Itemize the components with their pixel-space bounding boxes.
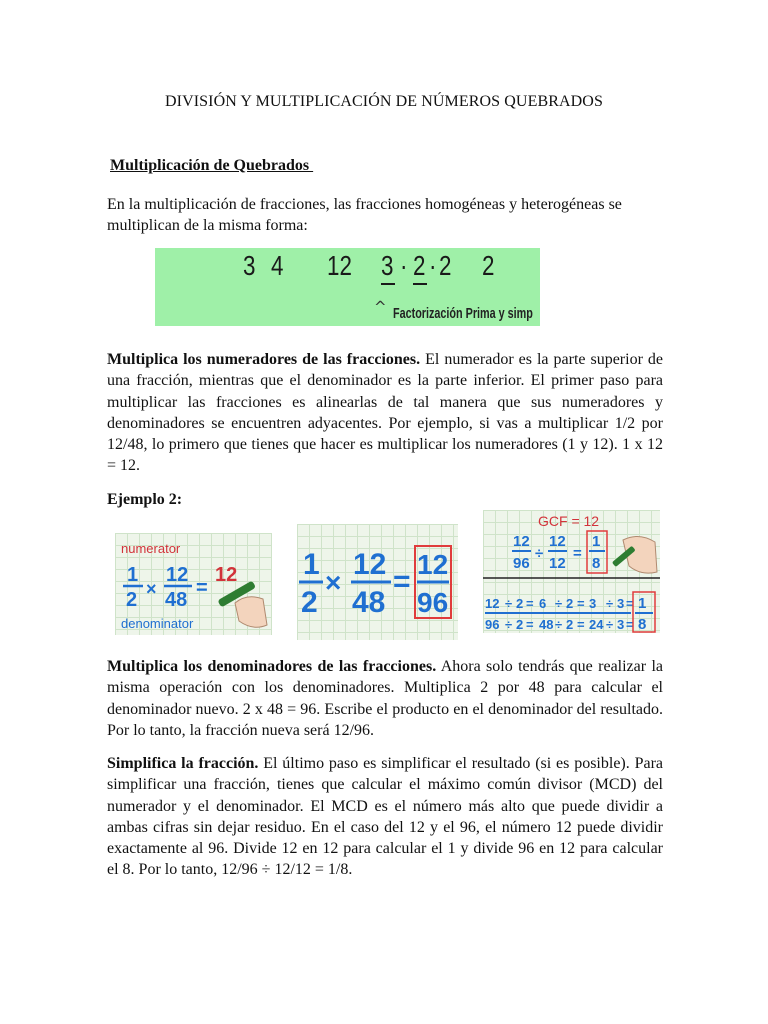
row2-denominator-step: 2 <box>516 617 524 632</box>
row2-denominator-step: 24 <box>589 617 604 632</box>
equals-sign: = <box>196 577 208 599</box>
row2-denominator-step: ÷ <box>555 617 563 632</box>
row2-denominator-step: ÷ <box>606 617 614 632</box>
row2-denominator-step: 2 <box>566 617 574 632</box>
numerator-denominator-figure <box>115 533 272 635</box>
row2-numerator-step: 3 <box>617 596 625 611</box>
banner-digit: · <box>429 250 437 281</box>
denominators-paragraph <box>107 656 663 741</box>
result-denominator: 96 <box>417 587 449 618</box>
multiply-sign: × <box>146 579 157 599</box>
row2-numerator-step: = <box>626 596 634 611</box>
result-numerator: 12 <box>417 549 449 580</box>
fraction-a-denominator: 2 <box>301 586 318 619</box>
paragraph-lead: Simplifica la fracción. <box>107 755 259 772</box>
row2-numerator-step: 2 <box>516 596 524 611</box>
row1-result-num: 1 <box>592 533 601 550</box>
fraction-b-numerator: 12 <box>353 548 387 581</box>
row2-denominator-step: ÷ <box>505 617 513 632</box>
row2-numerator-step: 3 <box>589 596 597 611</box>
row2-numerator-step: ÷ <box>505 596 513 611</box>
gcf-simplification-figure <box>483 510 660 633</box>
banner-digit: 2 <box>413 250 426 281</box>
equals-sign: = <box>393 565 411 598</box>
row2-result-den: 8 <box>638 616 647 633</box>
row2-result-num: 1 <box>638 595 647 612</box>
row2-numerator-step: ÷ <box>555 596 563 611</box>
row2-numerator-step: = <box>526 596 534 611</box>
row2-denominator-step: 3 <box>617 617 625 632</box>
numerator-label: numerator <box>121 541 181 556</box>
row2-denominator-step: = <box>526 617 534 632</box>
row1-num2: 12 <box>549 533 566 550</box>
section-heading: Multiplicación de Quebrados <box>110 157 314 174</box>
example-label: Ejemplo 2: <box>107 491 183 508</box>
fraction-a-numerator: 1 <box>127 564 139 586</box>
banner-digit: 3 <box>381 250 394 281</box>
row2-denominator-step: = <box>626 617 634 632</box>
banner-digit: 2 <box>482 250 495 281</box>
row2-numerator-step: 12 <box>485 596 500 611</box>
fraction-b-denominator: 48 <box>165 589 188 611</box>
page-title: DIVISIÓN Y MULTIPLICACIÓN DE NÚMEROS QUEBRADOS <box>165 93 603 110</box>
paragraph-lead: Multiplica los numeradores de las fracciones. <box>107 351 421 368</box>
numerators-paragraph <box>107 349 663 477</box>
fraction-b-denominator: 48 <box>352 586 386 619</box>
paragraph-body: El último paso es simplificar el resultado (si es posible). Para simplificar una fracción, tienes que calcular el máximo común divisor (MCD) del numerador y el denominador. El MCD es el número más alto que puede dividir a ambas cifras sin dejar residuo. En el caso del 12 y el 96, el número 12 puede dividir exactamente al 96. Divide 12 en 12 para calcular el 1 y divide 96 en 12 para calcular el 8. Por lo tanto, 12/96 ÷ 12/12 = 1/8. <box>107 755 663 879</box>
paragraph-body: El numerador es la parte superior de una fracción, mientras que el denominador es la parte inferior. El primer paso para multiplicar las fracciones es alinearlas de tal manera que sus numeradores y denominadores se encuentren adyacentes. Por ejemplo, si vas a multiplicar 1/2 por 12/48, lo primero que tienes que hacer es multiplicar los numeradores (1 y 12). 1 x 12 = 12. <box>107 351 664 475</box>
multiplication-result-figure <box>297 524 458 640</box>
row1-num1: 12 <box>513 533 530 550</box>
row2-denominator-step: = <box>577 617 585 632</box>
row2-numerator-step: 2 <box>566 596 574 611</box>
row1-den2: 12 <box>549 555 566 572</box>
row1-divide: ÷ <box>535 545 544 562</box>
row1-equals: = <box>573 545 582 562</box>
banner-digit: · <box>400 250 408 281</box>
paragraph-body: Ahora solo tendrás que realizar la misma operación con los denominadores. Multiplica 2 por 48 para calcular el denominador nuevo. 2 x 48 = 96. Escribe el producto en el denominador del resultado. Por lo tanto, la fracción nueva será 12/96. <box>107 658 664 739</box>
simplify-paragraph <box>107 753 663 881</box>
caret-mark: ^ <box>374 298 387 316</box>
row2-numerator-step: ÷ <box>606 596 614 611</box>
factorization-banner <box>155 248 540 326</box>
multiply-sign: × <box>325 567 342 598</box>
fraction-a-numerator: 1 <box>303 548 320 581</box>
row2-denominator-step: 48 <box>539 617 554 632</box>
fraction-b-numerator: 12 <box>166 564 189 586</box>
row2-denominator-step: 96 <box>485 617 500 632</box>
strike-marks <box>381 280 451 288</box>
gcf-label: GCF = 12 <box>538 513 600 529</box>
banner-digit: 4 <box>271 250 284 281</box>
banner-digit: 12 <box>327 250 352 281</box>
row2-numerator-step: 6 <box>539 596 547 611</box>
row1-den1: 96 <box>513 555 530 572</box>
denominator-label: denominator <box>121 616 194 631</box>
hand-with-pen-icon <box>217 581 267 628</box>
banner-digit: 3 <box>243 250 256 281</box>
intro-paragraph: En la multiplicación de fracciones, las fracciones homogéneas y heterogéneas se multiplican de la misma forma: <box>107 196 622 235</box>
hand-with-pen-icon <box>612 536 657 573</box>
paragraph-lead: Multiplica los denominadores de las fracciones. <box>107 658 437 675</box>
banner-digit: 2 <box>439 250 452 281</box>
banner-caption: Factorización Prima y simp <box>393 305 533 322</box>
row2-numerator-step: = <box>577 596 585 611</box>
result-numerator: 12 <box>215 564 238 586</box>
fraction-a-denominator: 2 <box>126 589 138 611</box>
row1-result-den: 8 <box>592 555 601 572</box>
banner-digits <box>155 248 540 292</box>
